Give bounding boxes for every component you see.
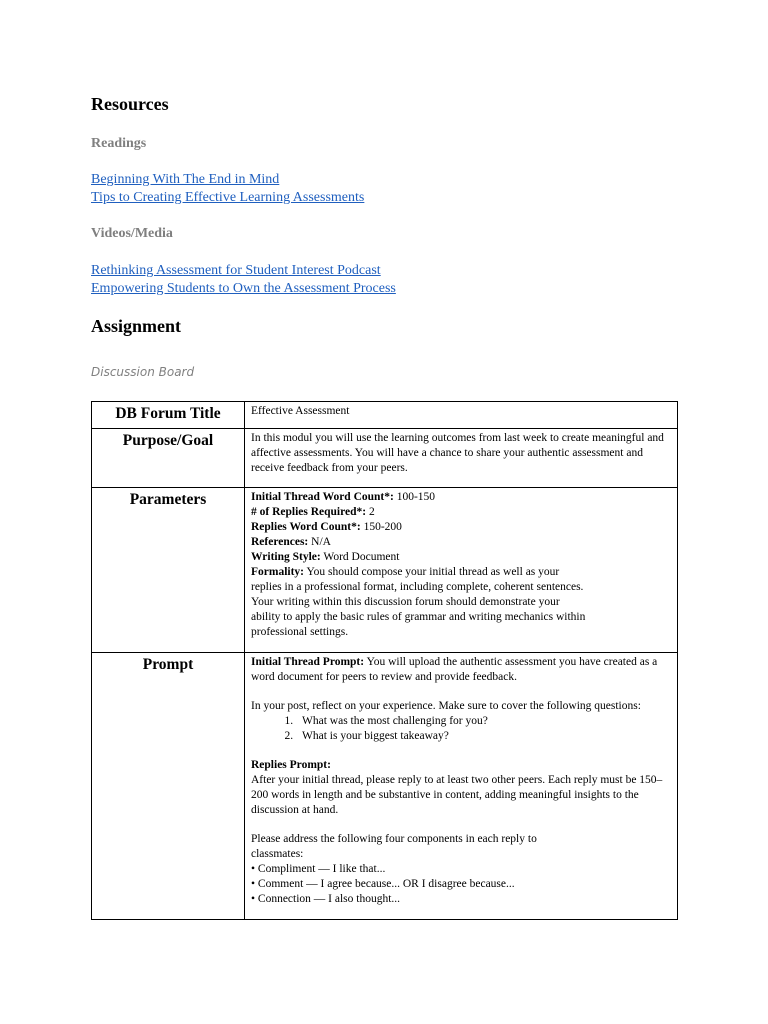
table-row-prompt: [92, 653, 678, 920]
replies-prompt-label: Replies Prompt:: [251, 759, 331, 771]
videos-heading: Videos/Media: [91, 226, 173, 241]
component-item: • Comment — I agree because... OR I disagree because...: [251, 878, 515, 890]
table-row-parameters: [92, 488, 678, 653]
readings-heading: Readings: [91, 136, 147, 151]
param-replies-required: # of Replies Required*: 2: [251, 506, 375, 518]
assignment-heading: Assignment: [91, 316, 182, 336]
discussion-board-label: Discussion Board: [91, 365, 195, 379]
param-references: References: N/A: [251, 536, 331, 548]
parameters-content: [245, 488, 678, 653]
forum-title-label: DB Forum Title: [92, 402, 245, 429]
parameters-label: Parameters: [92, 488, 245, 653]
readings-links: [91, 171, 364, 207]
reading-link-beginning-with-end[interactable]: Beginning With The End in Mind: [91, 172, 280, 187]
param-word-count: Initial Thread Word Count*: 100-150: [251, 491, 436, 503]
component-item: • Connection — I also thought...: [251, 893, 401, 905]
prompt-content: [245, 653, 678, 920]
reading-link-tips-assessments[interactable]: Tips to Creating Effective Learning Assessments: [91, 190, 365, 205]
param-writing-style: Writing Style: Word Document: [251, 551, 400, 563]
prompt-label: Prompt: [92, 653, 245, 920]
videos-links: [91, 262, 396, 298]
param-replies-word-count: Replies Word Count*: 150-200: [251, 521, 402, 533]
replies-prompt-text: After your initial thread, please reply to at least two other peers. Each reply must be 150–200 words in length and be substantive in content, adding meaningful insights to the discussion at hand.: [251, 774, 663, 816]
components-instructions: Please address the following four components in each reply to classmates:: [251, 833, 537, 860]
param-formality: Formality: You should compose your initial thread as well as your replies in a professional format, including complete, coherent sentences. Your writing within this discussion forum should demonstrate your ability to apply the basic rules of grammar and writing mechanics within professional settings.: [251, 566, 586, 638]
resources-heading: Resources: [91, 94, 169, 114]
initial-thread-prompt: Initial Thread Prompt: You will upload the authentic assessment you have created as a word document for peers to review and provide feedback.: [251, 656, 658, 683]
question-item: 2. What is your biggest takeaway?: [296, 729, 671, 744]
purpose-text: In this modul you will use the learning outcomes from last week to create meaningful and affective assessments. You will have a chance to share your authentic assessment and receive feedback from your peers.: [245, 429, 678, 488]
question-item: 1. What was the most challenging for you?: [296, 714, 671, 729]
component-item: • Compliment — I like that...: [251, 863, 386, 875]
reflect-instructions: In your post, reflect on your experience. Make sure to cover the following questions:: [251, 700, 641, 712]
video-link-rethinking-assessment[interactable]: Rethinking Assessment for Student Interest Podcast: [91, 263, 381, 278]
forum-title-value: Effective Assessment: [245, 402, 678, 429]
table-row-purpose: [92, 429, 678, 488]
questions-list: [251, 714, 671, 744]
video-link-empowering-students[interactable]: Empowering Students to Own the Assessment Process: [91, 281, 396, 296]
table-row-forum-title: [92, 402, 678, 429]
discussion-board-table: [91, 401, 678, 920]
purpose-label: Purpose/Goal: [92, 429, 245, 488]
